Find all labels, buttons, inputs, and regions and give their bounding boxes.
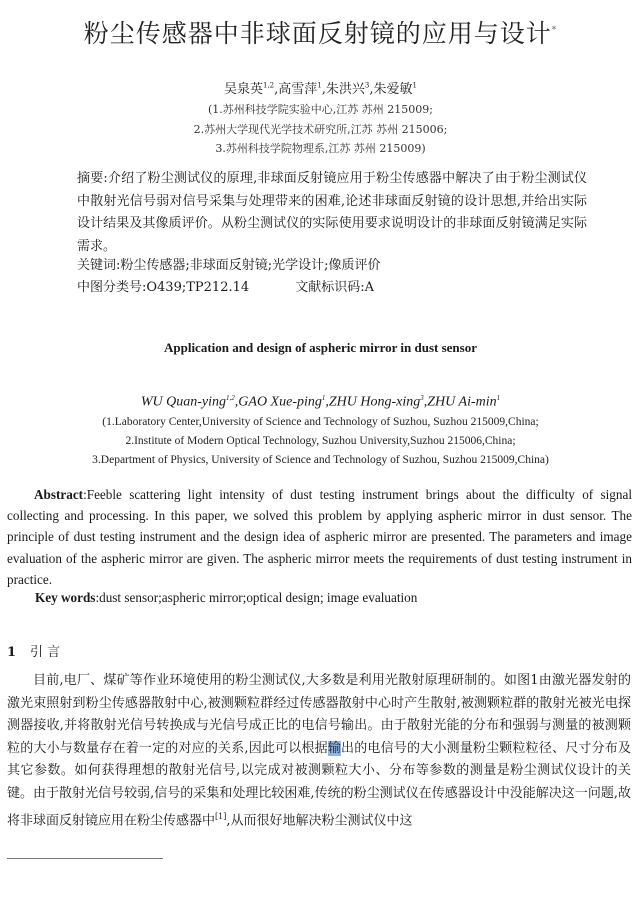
chinese-author-line: 吴泉英$^{1,2}$,高雪萍$^1$,朱洪兴$^3$,朱爱敏$^1$ [223,81,418,97]
citation-link[interactable]: [1] [215,811,227,821]
english-affiliation-1: (1.Laboratory Center,University of Science and Technology of Suzhou, Suzhou 215009,China; [102,416,539,428]
chinese-affiliation-1: (1.苏州科技学院实验中心,江苏 苏州 215009; [208,103,433,116]
author-affiliation-mark: 3 [364,81,370,90]
body-text: 目前,电厂、煤矿等作业环境使用的粉尘测试仪,大多数是利用光散射原理研制的。如图1由激光器发射的激光束照射到粉尘传感器散射中心,被测颗粒群经过传感器散射中心时产生散射,被测颗粒群的散射光被光电探测器接收,并将散射光信号转换成与光信号成正比的电信号输出。由于散射光能的分布和强弱与测量的被测颗粒的大小与数量存在着一定的对应的关系,因此可以根据 [7,673,631,756]
chinese-affiliation-2: 2.苏州大学现代光学技术研究所,江苏 苏州 215006; [193,123,448,136]
english-affiliation-2: 2.Institute of Modern Optical Technology, Suzhou University,Suzhou 215006,China; [125,435,516,447]
author-affiliation-mark: 1 [321,394,326,402]
body-paragraph [7,670,631,832]
section-title: 引 言 [30,645,61,660]
keywords-label: Key words [35,590,96,605]
author-affiliation-mark: 3 [420,394,424,402]
author-name: WU Quan-ying [140,394,227,410]
english-author-line: WU Quan-ying$^{1,2}$,GAO Xue-ping$^1$,ZHU Hong-xing$^3$,ZHU $Ai-\min^1$ [140,394,501,410]
classification-line [77,276,374,295]
chinese-affiliation-3: 3.苏州科技学院物理系,江苏 苏州 215009) [215,142,426,155]
author-name: 朱爱敏 [373,82,413,97]
footnote-rule [7,858,163,859]
author-affiliation-mark: 1 [317,81,322,90]
abstract-text: :Feeble scattering light intensity of dust testing instrument brings about the difficulty of signal collecting and processing. In this paper, we solved this problem by applying aspheric mirror in dust sensor. The principle of dust testing instrument and the design idea of aspheric mirror are presented. The parameters and image evaluation of the aspheric mirror are given. The aspheric mirror meets the requirements of dust testing instrument in practice. [7,487,632,587]
author-name: ZHU Hong-xing [328,394,421,410]
author-affiliation-mark: 1,2 [226,394,235,402]
body-text: 出的电信号的大小测量粉尘颗粒粒径、尺寸分布及其它参数。如何获得理想的散射光信号,以完成对被测颗粒大小、分布等参数的测量是粉尘测试仪设计的关键。由于散射光信号较弱,信号的采集和处理比较困难,传统的粉尘测试仪在传感器设计中没能解决这一问题,故将非球面反射镜应用在粉尘传感器中 [7,740,631,828]
english-keywords [35,590,417,606]
author-affiliation-mark: 1,2 [263,81,275,90]
chinese-title [0,14,641,50]
english-affiliation-3: 3.Department of Physics, University of Science and Technology of Suzhou, Suzhou 215009,China) [92,454,549,466]
author-name: GAO Xue-ping [238,394,322,410]
author-affiliation-mark: 1 [496,394,501,402]
clc-number: 中图分类号:O439;TP212.14 [77,280,250,295]
title-footnote-marker: * [551,25,558,36]
keywords-text: :dust sensor;aspheric mirror;optical design; image evaluation [95,590,418,605]
author-affiliation-mark: 1 [412,81,418,90]
section-heading [7,641,60,660]
chinese-abstract: 摘要:介绍了粉尘测试仪的原理,非球面反射镜应用于粉尘传感器中解决了由于粉尘测试仪中散射光信号弱对信号采集与处理带来的困难,论述非球面反射镜的设计思想,并给出实际设计结果及其像质评价。从粉尘测试仪的实际使用要求说明设计的非球面反射镜满足实际需求。 [77,171,587,254]
author-name: 朱洪兴 [325,82,365,97]
author-name: ZHU Ai-min [427,394,497,410]
document-code: 文献标识码:A [295,280,375,295]
english-title: Application and design of aspheric mirror in dust sensor [163,340,477,355]
text-selection-highlight[interactable]: 输 [327,740,342,756]
introduction-body [7,670,631,832]
body-text: ,从而很好地解决粉尘测试仪中这 [226,812,413,828]
english-abstract [7,484,632,590]
chinese-title-text: 粉尘传感器中非球面反射镜的应用与设计 [83,19,552,48]
section-number: 1 [7,645,17,660]
author-name: 高雪萍 [278,82,318,97]
abstract-label: Abstract [34,487,84,502]
chinese-keywords: 关键词:粉尘传感器;非球面反射镜;光学设计;像质评价 [77,258,381,273]
author-name: 吴泉英 [223,82,263,97]
